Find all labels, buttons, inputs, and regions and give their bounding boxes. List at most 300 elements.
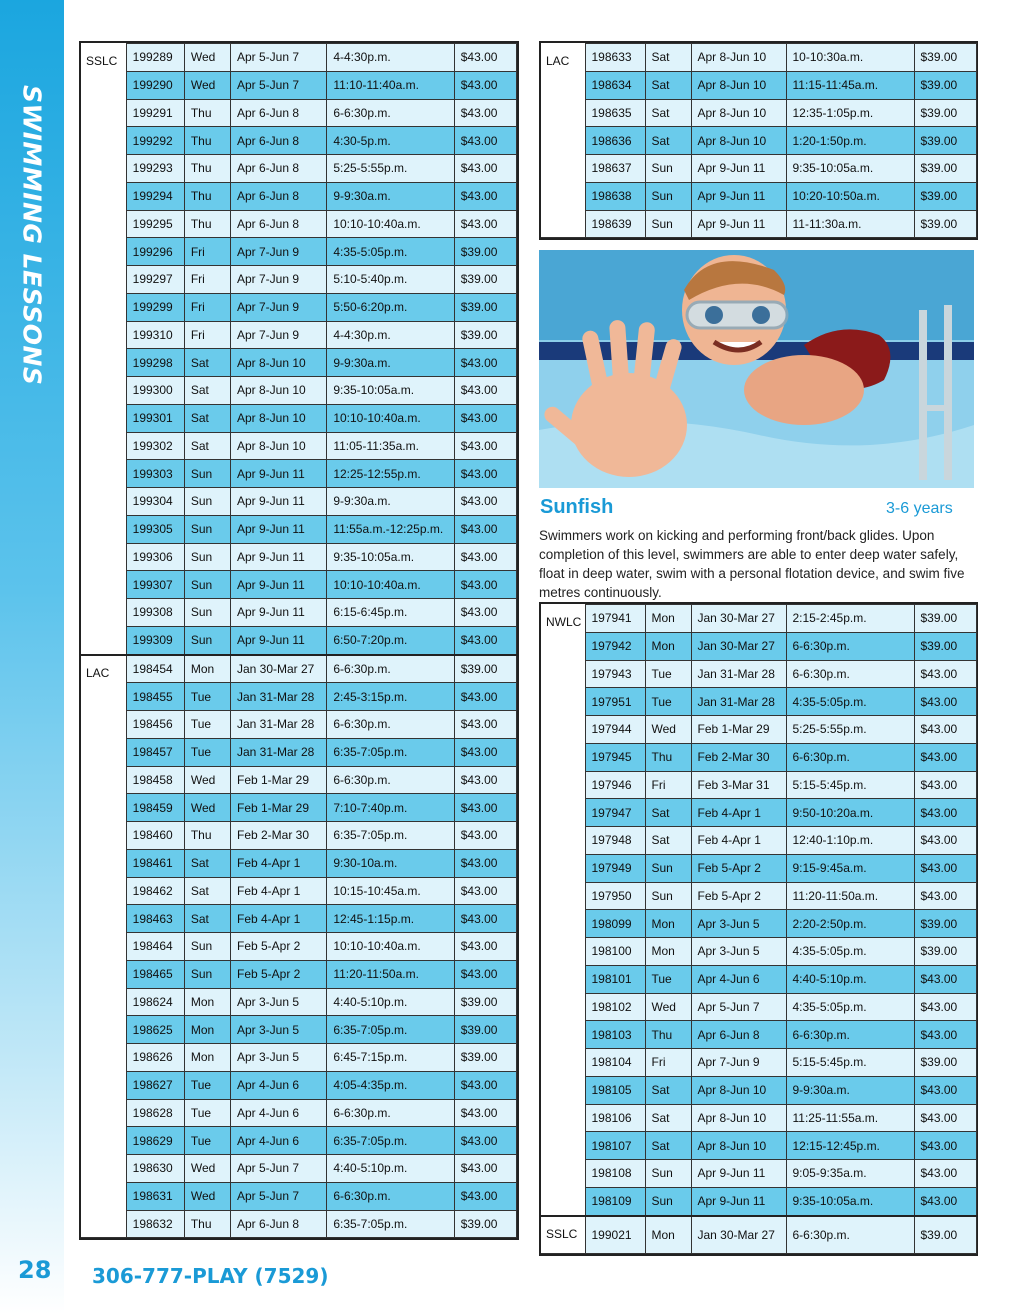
- time-cell: 11:20-11:50a.m.: [327, 960, 454, 988]
- table-row: [541, 743, 976, 771]
- dates-cell: Apr 6-Jun 8: [230, 127, 326, 155]
- table-row: [81, 1099, 517, 1127]
- dates-cell: Apr 9-Jun 11: [230, 488, 326, 516]
- table-row: [541, 1104, 976, 1132]
- day-cell: Mon: [184, 1044, 230, 1072]
- table-row: [541, 854, 976, 882]
- day-cell: Thu: [184, 99, 230, 127]
- day-cell: Tue: [184, 711, 230, 739]
- course-code-cell: 198633: [585, 44, 645, 72]
- time-cell: 4:30-5p.m.: [327, 127, 454, 155]
- day-cell: Sun: [645, 210, 691, 238]
- course-code-cell: 197942: [585, 632, 645, 660]
- price-cell: $43.00: [914, 1021, 976, 1049]
- day-cell: Sun: [184, 626, 230, 654]
- table-row: [81, 877, 517, 905]
- price-cell: $43.00: [914, 660, 976, 688]
- course-code-cell: 198458: [126, 766, 184, 794]
- table-row: [81, 849, 517, 877]
- dates-cell: Jan 30-Mar 27: [691, 632, 786, 660]
- dates-cell: Apr 9-Jun 11: [691, 155, 786, 183]
- time-cell: 12:45-1:15p.m.: [327, 905, 454, 933]
- table-row: [81, 432, 517, 460]
- day-cell: Wed: [184, 44, 230, 72]
- table-row: [81, 543, 517, 571]
- price-cell: $39.00: [914, 99, 976, 127]
- course-code-cell: 198632: [126, 1210, 184, 1238]
- time-cell: 6-6:30p.m.: [327, 99, 454, 127]
- course-code-cell: 198106: [585, 1104, 645, 1132]
- course-code-cell: 198626: [126, 1044, 184, 1072]
- dates-cell: Jan 31-Mar 28: [230, 711, 326, 739]
- price-cell: $39.00: [914, 1216, 976, 1254]
- table-row: [541, 1076, 976, 1104]
- time-cell: 4:40-5:10p.m.: [786, 965, 914, 993]
- dates-cell: Jan 31-Mar 28: [230, 683, 326, 711]
- time-cell: 2:45-3:15p.m.: [327, 683, 454, 711]
- time-cell: 2:15-2:45p.m.: [786, 605, 914, 633]
- schedule-table-left: [79, 41, 519, 1240]
- course-code-cell: 199297: [126, 266, 184, 294]
- price-cell: $43.00: [454, 1071, 516, 1099]
- table-row: [541, 210, 976, 238]
- course-code-cell: 198108: [585, 1160, 645, 1188]
- price-cell: $43.00: [454, 432, 516, 460]
- course-code-cell: 199290: [126, 71, 184, 99]
- dates-cell: Apr 4-Jun 6: [230, 1099, 326, 1127]
- day-cell: Sun: [184, 488, 230, 516]
- day-cell: Sat: [184, 877, 230, 905]
- price-cell: $39.00: [454, 293, 516, 321]
- table-row: [541, 688, 976, 716]
- dates-cell: Feb 1-Mar 29: [230, 766, 326, 794]
- table-row: [81, 321, 517, 349]
- price-cell: $43.00: [454, 766, 516, 794]
- day-cell: Fri: [645, 771, 691, 799]
- course-code-cell: 197949: [585, 854, 645, 882]
- course-code-cell: 199310: [126, 321, 184, 349]
- schedule-table-right-top: [539, 41, 978, 240]
- time-cell: 6-6:30p.m.: [786, 632, 914, 660]
- table-row: [81, 822, 517, 850]
- time-cell: 6:35-7:05p.m.: [327, 1210, 454, 1238]
- course-code-cell: 197943: [585, 660, 645, 688]
- day-cell: Mon: [645, 910, 691, 938]
- price-cell: $43.00: [914, 771, 976, 799]
- price-cell: $43.00: [454, 404, 516, 432]
- table-row: [541, 1187, 976, 1215]
- price-cell: $43.00: [914, 1187, 976, 1215]
- day-cell: Sun: [184, 960, 230, 988]
- course-code-cell: 197946: [585, 771, 645, 799]
- dates-cell: Feb 5-Apr 2: [691, 854, 786, 882]
- day-cell: Sun: [645, 1160, 691, 1188]
- time-cell: 11-11:30a.m.: [786, 210, 914, 238]
- time-cell: 10:10-10:40a.m.: [327, 210, 454, 238]
- price-cell: $43.00: [454, 794, 516, 822]
- dates-cell: Apr 7-Jun 9: [230, 321, 326, 349]
- dates-cell: Apr 5-Jun 7: [230, 71, 326, 99]
- table-row: [81, 1127, 517, 1155]
- table-row: [541, 1132, 976, 1160]
- day-cell: Thu: [184, 822, 230, 850]
- price-cell: $39.00: [454, 238, 516, 266]
- time-cell: 4:35-5:05p.m.: [786, 938, 914, 966]
- course-code-cell: 198637: [585, 155, 645, 183]
- time-cell: 2:20-2:50p.m.: [786, 910, 914, 938]
- price-cell: $43.00: [914, 743, 976, 771]
- price-cell: $39.00: [454, 655, 516, 683]
- table-row: [541, 1049, 976, 1077]
- course-code-cell: 198625: [126, 1016, 184, 1044]
- dates-cell: Apr 9-Jun 11: [230, 599, 326, 627]
- price-cell: $43.00: [454, 683, 516, 711]
- dates-cell: Jan 30-Mar 27: [691, 605, 786, 633]
- course-code-cell: 197948: [585, 827, 645, 855]
- time-cell: 6-6:30p.m.: [327, 655, 454, 683]
- table-row: [541, 827, 976, 855]
- dates-cell: Feb 2-Mar 30: [691, 743, 786, 771]
- time-cell: 11:25-11:55a.m.: [786, 1104, 914, 1132]
- course-code-cell: 198463: [126, 905, 184, 933]
- time-cell: 4:40-5:10p.m.: [327, 988, 454, 1016]
- course-code-cell: 198627: [126, 1071, 184, 1099]
- dates-cell: Feb 4-Apr 1: [230, 877, 326, 905]
- price-cell: $43.00: [914, 965, 976, 993]
- table-row: [81, 988, 517, 1016]
- price-cell: $39.00: [914, 605, 976, 633]
- dates-cell: Apr 6-Jun 8: [230, 99, 326, 127]
- price-cell: $39.00: [454, 321, 516, 349]
- day-cell: Fri: [184, 321, 230, 349]
- dates-cell: Apr 6-Jun 8: [230, 1210, 326, 1238]
- time-cell: 6:35-7:05p.m.: [327, 1127, 454, 1155]
- dates-cell: Jan 31-Mar 28: [230, 738, 326, 766]
- section-title: SWIMMING LESSONS: [17, 85, 47, 386]
- price-cell: $43.00: [914, 1076, 976, 1104]
- time-cell: 9-9:30a.m.: [327, 488, 454, 516]
- course-code-cell: 199292: [126, 127, 184, 155]
- price-cell: $43.00: [454, 877, 516, 905]
- day-cell: Sat: [645, 127, 691, 155]
- course-code-cell: 199307: [126, 571, 184, 599]
- course-code-cell: 199295: [126, 210, 184, 238]
- course-code-cell: 198109: [585, 1187, 645, 1215]
- course-code-cell: 199303: [126, 460, 184, 488]
- day-cell: Sat: [184, 905, 230, 933]
- time-cell: 9:05-9:35a.m.: [786, 1160, 914, 1188]
- table-row: [541, 127, 976, 155]
- day-cell: Sat: [645, 99, 691, 127]
- table-row: [541, 155, 976, 183]
- day-cell: Sun: [645, 1187, 691, 1215]
- dates-cell: Apr 4-Jun 6: [230, 1127, 326, 1155]
- day-cell: Sat: [645, 799, 691, 827]
- dates-cell: Feb 3-Mar 31: [691, 771, 786, 799]
- location-cell: LAC: [541, 44, 585, 238]
- price-cell: $43.00: [454, 460, 516, 488]
- day-cell: Sat: [184, 849, 230, 877]
- price-cell: $43.00: [454, 99, 516, 127]
- price-cell: $43.00: [454, 933, 516, 961]
- course-code-cell: 199306: [126, 543, 184, 571]
- time-cell: 5:10-5:40p.m.: [327, 266, 454, 294]
- time-cell: 11:20-11:50a.m.: [786, 882, 914, 910]
- course-code-cell: 199300: [126, 377, 184, 405]
- dates-cell: Apr 4-Jun 6: [691, 965, 786, 993]
- course-code-cell: 198104: [585, 1049, 645, 1077]
- table-row: [81, 460, 517, 488]
- price-cell: $43.00: [454, 155, 516, 183]
- price-cell: $43.00: [454, 1155, 516, 1183]
- price-cell: $43.00: [914, 799, 976, 827]
- table-row: [541, 182, 976, 210]
- price-cell: $43.00: [454, 599, 516, 627]
- day-cell: Thu: [645, 1021, 691, 1049]
- day-cell: Sat: [645, 827, 691, 855]
- time-cell: 6:35-7:05p.m.: [327, 738, 454, 766]
- course-code-cell: 198456: [126, 711, 184, 739]
- day-cell: Tue: [184, 683, 230, 711]
- dates-cell: Apr 5-Jun 7: [230, 1155, 326, 1183]
- table-row: [81, 766, 517, 794]
- dates-cell: Apr 9-Jun 11: [230, 571, 326, 599]
- day-cell: Sat: [184, 432, 230, 460]
- dates-cell: Apr 6-Jun 8: [691, 1021, 786, 1049]
- day-cell: Sun: [184, 571, 230, 599]
- table-row: [81, 99, 517, 127]
- day-cell: Sun: [184, 460, 230, 488]
- course-code-cell: 199021: [585, 1216, 645, 1254]
- day-cell: Sun: [645, 882, 691, 910]
- schedule-table-right-bottom: [539, 602, 978, 1256]
- price-cell: $39.00: [914, 910, 976, 938]
- location-cell: NWLC: [541, 605, 585, 1216]
- dates-cell: Feb 1-Mar 29: [230, 794, 326, 822]
- dates-cell: Apr 9-Jun 11: [691, 1160, 786, 1188]
- phone-number: 306-777-PLAY (7529): [92, 1264, 329, 1288]
- time-cell: 11:10-11:40a.m.: [327, 71, 454, 99]
- price-cell: $43.00: [454, 127, 516, 155]
- course-code-cell: 197945: [585, 743, 645, 771]
- time-cell: 9:35-10:05a.m.: [327, 543, 454, 571]
- course-code-cell: 197944: [585, 716, 645, 744]
- price-cell: $43.00: [914, 882, 976, 910]
- dates-cell: Jan 31-Mar 28: [691, 688, 786, 716]
- day-cell: Tue: [184, 1071, 230, 1099]
- table-row: [81, 404, 517, 432]
- dates-cell: Apr 7-Jun 9: [230, 266, 326, 294]
- table-row: [81, 1210, 517, 1238]
- dates-cell: Apr 8-Jun 10: [691, 71, 786, 99]
- dates-cell: Feb 1-Mar 29: [691, 716, 786, 744]
- table-row: [81, 794, 517, 822]
- price-cell: $43.00: [454, 960, 516, 988]
- time-cell: 9-9:30a.m.: [327, 182, 454, 210]
- day-cell: Thu: [184, 210, 230, 238]
- day-cell: Sun: [184, 543, 230, 571]
- course-code-cell: 199294: [126, 182, 184, 210]
- dates-cell: Apr 9-Jun 11: [230, 543, 326, 571]
- table-row: [541, 965, 976, 993]
- dates-cell: Feb 4-Apr 1: [230, 905, 326, 933]
- table-row: [81, 515, 517, 543]
- price-cell: $43.00: [914, 993, 976, 1021]
- time-cell: 9:30-10a.m.: [327, 849, 454, 877]
- table-row: [81, 960, 517, 988]
- dates-cell: Apr 8-Jun 10: [691, 1076, 786, 1104]
- dates-cell: Apr 9-Jun 11: [230, 626, 326, 654]
- time-cell: 6-6:30p.m.: [786, 743, 914, 771]
- course-code-cell: 198639: [585, 210, 645, 238]
- dates-cell: Apr 9-Jun 11: [230, 460, 326, 488]
- swimmer-photo-illustration: [539, 250, 974, 488]
- price-cell: $43.00: [914, 1160, 976, 1188]
- dates-cell: Apr 8-Jun 10: [230, 432, 326, 460]
- course-code-cell: 198638: [585, 182, 645, 210]
- course-code-cell: 198454: [126, 655, 184, 683]
- price-cell: $43.00: [454, 488, 516, 516]
- table-row: [81, 1016, 517, 1044]
- course-code-cell: 198099: [585, 910, 645, 938]
- dates-cell: Apr 9-Jun 11: [691, 182, 786, 210]
- dates-cell: Feb 5-Apr 2: [230, 933, 326, 961]
- price-cell: $39.00: [454, 1016, 516, 1044]
- day-cell: Sun: [184, 933, 230, 961]
- page-number: 28: [18, 1256, 52, 1284]
- course-code-cell: 198634: [585, 71, 645, 99]
- course-code-cell: 198624: [126, 988, 184, 1016]
- day-cell: Mon: [184, 1016, 230, 1044]
- table-row: [541, 632, 976, 660]
- time-cell: 12:35-1:05p.m.: [786, 99, 914, 127]
- day-cell: Sat: [184, 377, 230, 405]
- time-cell: 10:15-10:45a.m.: [327, 877, 454, 905]
- time-cell: 6:35-7:05p.m.: [327, 822, 454, 850]
- course-code-cell: 198102: [585, 993, 645, 1021]
- time-cell: 6-6:30p.m.: [327, 766, 454, 794]
- time-cell: 9-9:30a.m.: [327, 349, 454, 377]
- price-cell: $43.00: [454, 543, 516, 571]
- day-cell: Sun: [645, 854, 691, 882]
- time-cell: 5:25-5:55p.m.: [786, 716, 914, 744]
- dates-cell: Apr 7-Jun 9: [230, 238, 326, 266]
- table-row: [81, 127, 517, 155]
- time-cell: 10:10-10:40a.m.: [327, 933, 454, 961]
- day-cell: Wed: [645, 993, 691, 1021]
- price-cell: $39.00: [914, 155, 976, 183]
- table-row: [81, 377, 517, 405]
- time-cell: 9-9:30a.m.: [786, 1076, 914, 1104]
- table-row: [541, 71, 976, 99]
- sunfish-age-range: 3-6 years: [886, 500, 953, 517]
- price-cell: $39.00: [454, 988, 516, 1016]
- location-cell: SSLC: [541, 1216, 585, 1254]
- time-cell: 6-6:30p.m.: [327, 1099, 454, 1127]
- price-cell: $39.00: [914, 44, 976, 72]
- dates-cell: Apr 9-Jun 11: [691, 210, 786, 238]
- price-cell: $43.00: [454, 822, 516, 850]
- dates-cell: Apr 3-Jun 5: [691, 910, 786, 938]
- table-row: [81, 626, 517, 654]
- dates-cell: Apr 8-Jun 10: [230, 349, 326, 377]
- sunfish-description: Swimmers work on kicking and performing front/back glides. Upon completion of this level, swimmers are able to enter deep water safely, float in deep water, swim with a personal flotation device, and swim five metres continuously.: [539, 528, 965, 600]
- day-cell: Tue: [184, 738, 230, 766]
- dates-cell: Apr 7-Jun 9: [691, 1049, 786, 1077]
- price-cell: $43.00: [454, 1182, 516, 1210]
- dates-cell: Apr 7-Jun 9: [230, 293, 326, 321]
- time-cell: 4:05-4:35p.m.: [327, 1071, 454, 1099]
- dates-cell: Apr 5-Jun 7: [691, 993, 786, 1021]
- price-cell: $43.00: [454, 377, 516, 405]
- course-code-cell: 198107: [585, 1132, 645, 1160]
- day-cell: Tue: [184, 1127, 230, 1155]
- dates-cell: Jan 30-Mar 27: [230, 655, 326, 683]
- table-row: [541, 771, 976, 799]
- time-cell: 6:15-6:45p.m.: [327, 599, 454, 627]
- table-row: [541, 605, 976, 633]
- course-code-cell: 198105: [585, 1076, 645, 1104]
- table-row: [81, 1044, 517, 1072]
- table-row: [81, 71, 517, 99]
- table-row: [81, 711, 517, 739]
- dates-cell: Apr 8-Jun 10: [691, 1104, 786, 1132]
- location-cell: SSLC: [81, 44, 126, 655]
- location-cell: LAC: [81, 655, 126, 1238]
- table-row: [81, 349, 517, 377]
- price-cell: $43.00: [914, 688, 976, 716]
- price-cell: $39.00: [914, 127, 976, 155]
- time-cell: 4:35-5:05p.m.: [786, 993, 914, 1021]
- time-cell: 12:40-1:10p.m.: [786, 827, 914, 855]
- course-code-cell: 199291: [126, 99, 184, 127]
- dates-cell: Apr 8-Jun 10: [230, 404, 326, 432]
- dates-cell: Apr 8-Jun 10: [691, 127, 786, 155]
- dates-cell: Feb 4-Apr 1: [691, 827, 786, 855]
- price-cell: $43.00: [454, 44, 516, 72]
- price-cell: $43.00: [454, 571, 516, 599]
- course-code-cell: 197951: [585, 688, 645, 716]
- course-code-cell: 198465: [126, 960, 184, 988]
- dates-cell: Apr 3-Jun 5: [230, 1044, 326, 1072]
- day-cell: Thu: [184, 155, 230, 183]
- sunfish-title: Sunfish: [540, 496, 614, 518]
- table-row: [541, 716, 976, 744]
- day-cell: Mon: [645, 938, 691, 966]
- table-row: [81, 155, 517, 183]
- table-row: [81, 266, 517, 294]
- course-code-cell: 198628: [126, 1099, 184, 1127]
- table-row: [81, 210, 517, 238]
- day-cell: Sat: [645, 44, 691, 72]
- day-cell: Sat: [184, 404, 230, 432]
- dates-cell: Jan 31-Mar 28: [691, 660, 786, 688]
- day-cell: Wed: [184, 1182, 230, 1210]
- day-cell: Fri: [645, 1049, 691, 1077]
- time-cell: 6:50-7:20p.m.: [327, 626, 454, 654]
- day-cell: Tue: [184, 1099, 230, 1127]
- price-cell: $43.00: [454, 1127, 516, 1155]
- table-row: [81, 182, 517, 210]
- price-cell: $43.00: [914, 716, 976, 744]
- dates-cell: Apr 9-Jun 11: [691, 1187, 786, 1215]
- day-cell: Tue: [645, 660, 691, 688]
- time-cell: 4-4:30p.m.: [327, 44, 454, 72]
- time-cell: 9:50-10:20a.m.: [786, 799, 914, 827]
- price-cell: $43.00: [454, 210, 516, 238]
- table-row: [81, 683, 517, 711]
- table-row: [81, 238, 517, 266]
